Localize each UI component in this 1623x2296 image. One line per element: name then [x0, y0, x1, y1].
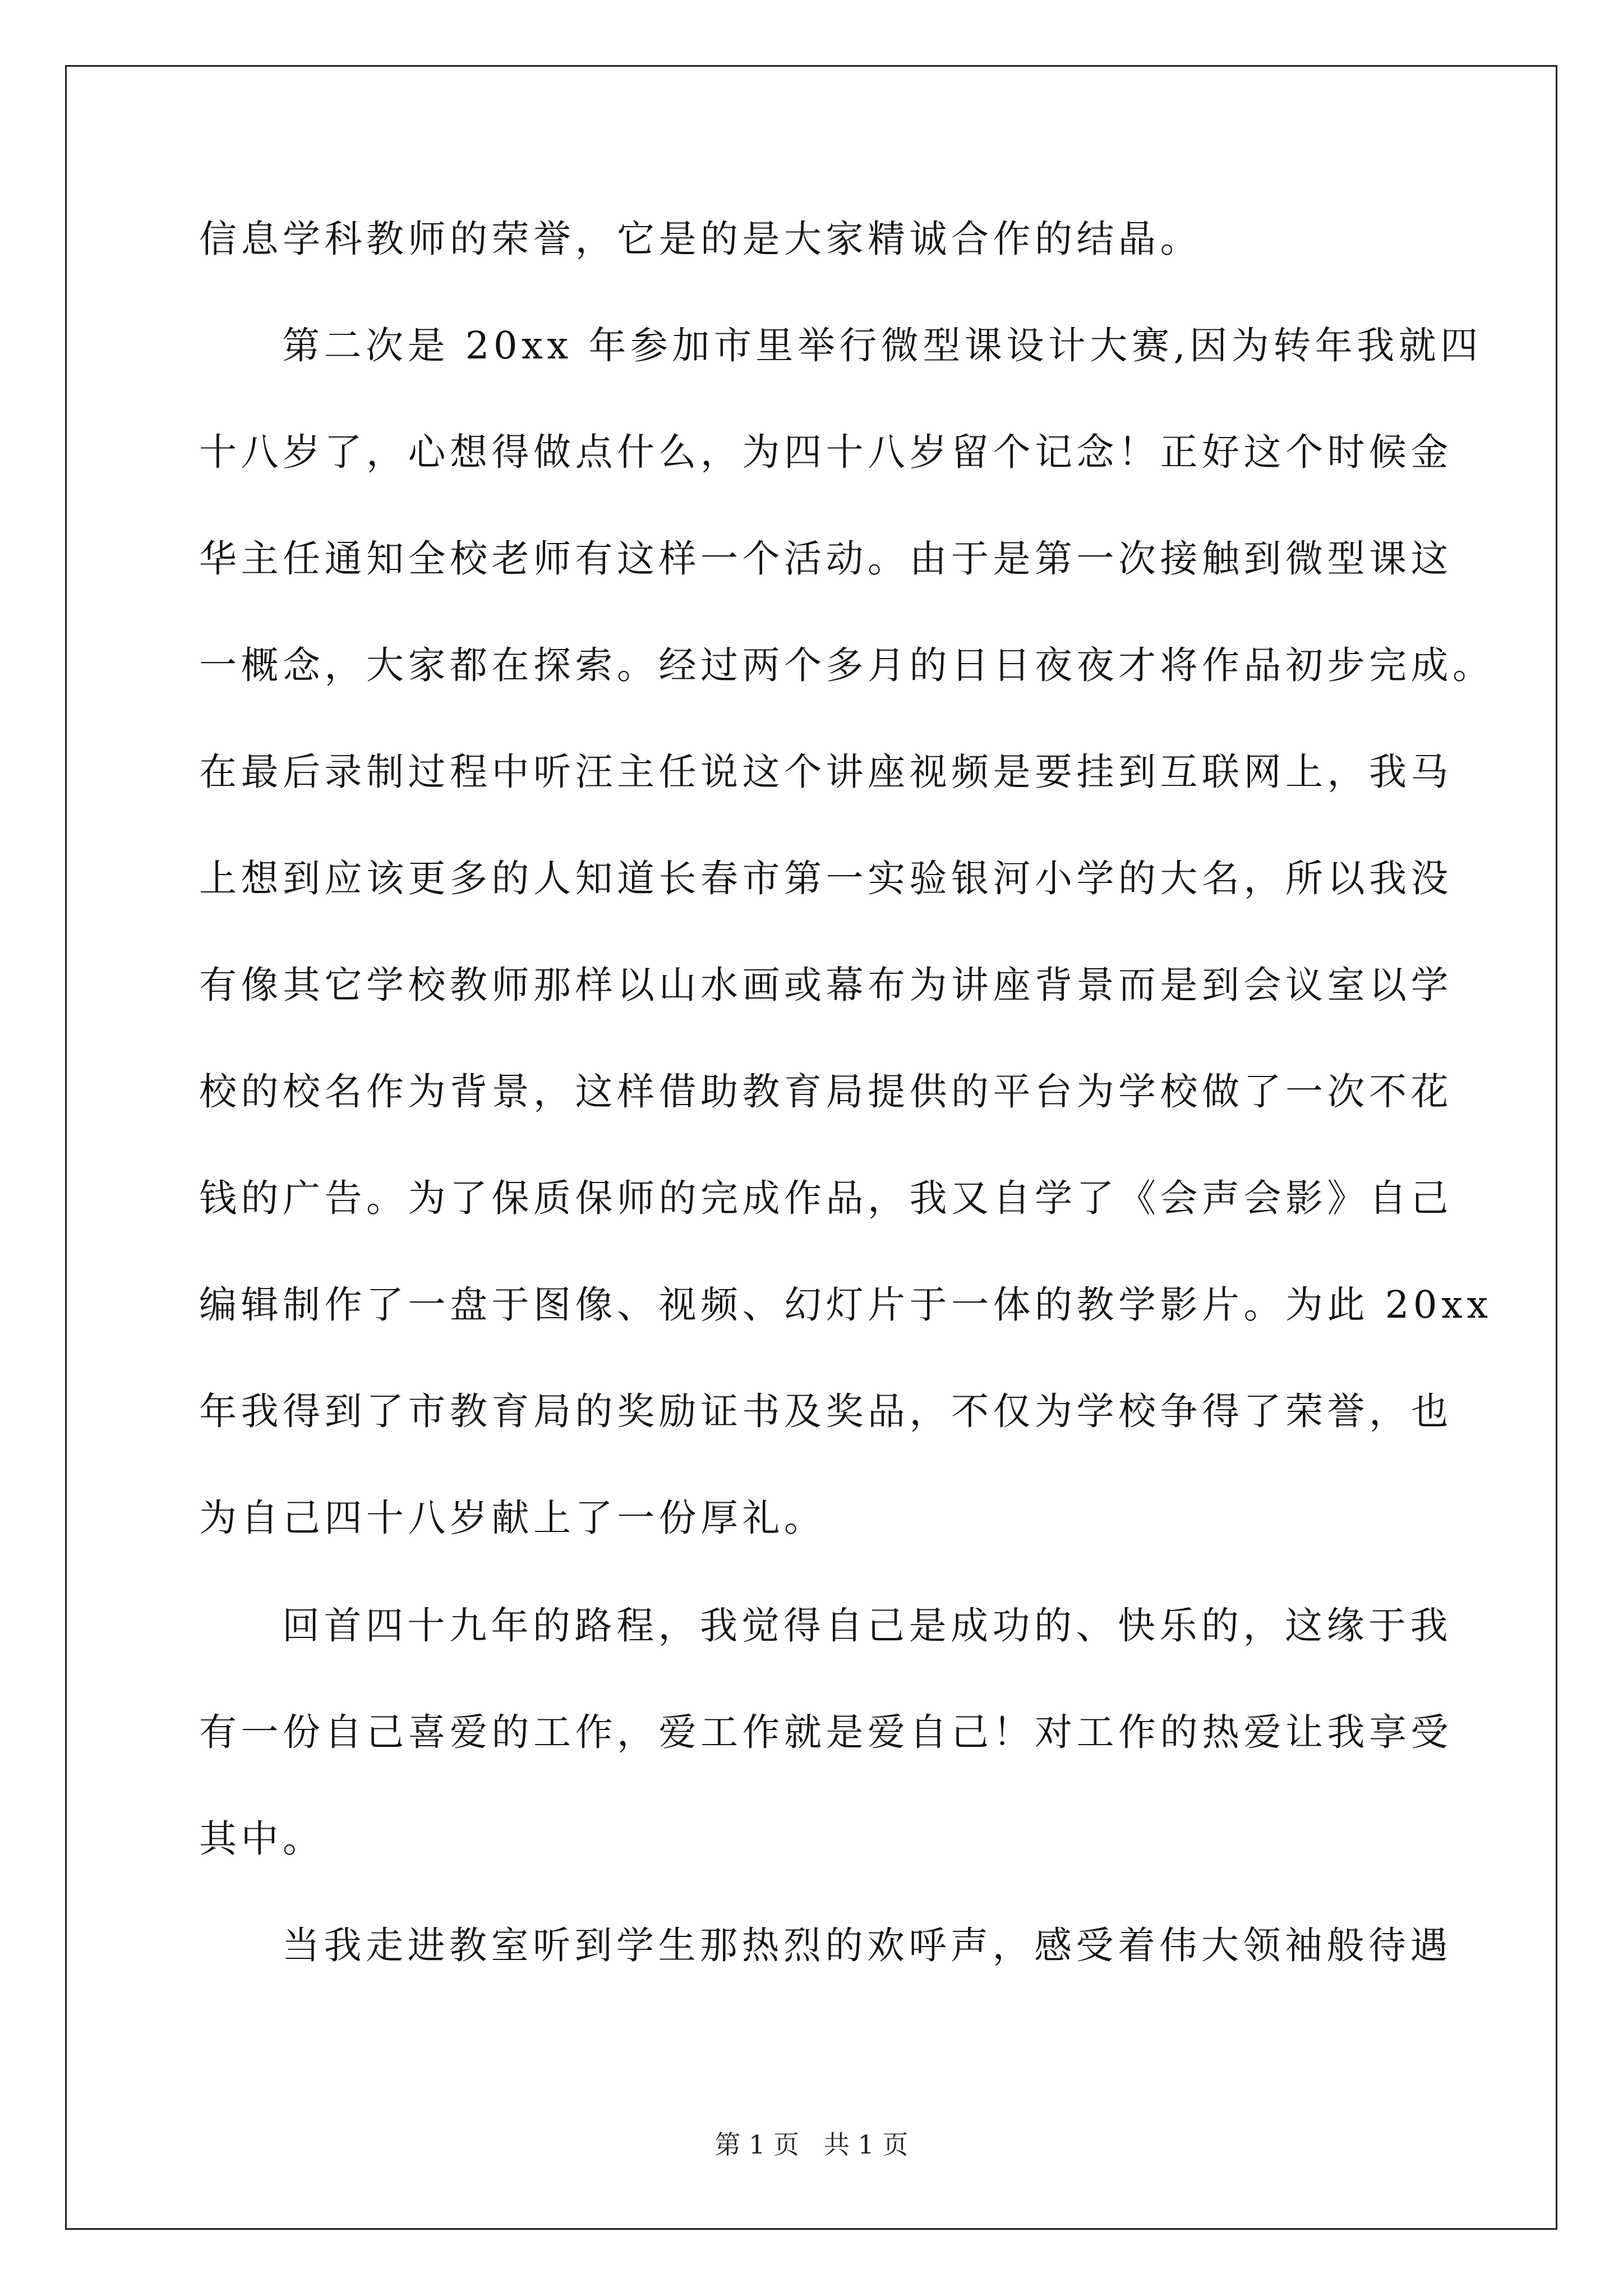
text-line: 一概念，大家都在探索。经过两个多月的日日夜夜才将作品初步完成。: [199, 643, 1495, 687]
text-line: 回首四十九年的路程，我觉得自己是成功的、快乐的，这缘于我: [282, 1604, 1452, 1648]
text-line: 第二次是 20xx 年参加市里举行微型课设计大赛,因为转年我就四: [282, 324, 1482, 367]
text-line: 在最后录制过程中听汪主任说这个讲座视频是要挂到互联网上，我马: [199, 750, 1453, 794]
text-line: 编辑制作了一盘于图像、视频、幻灯片于一体的教学影片。为此 20xx: [199, 1283, 1492, 1327]
text-line: 信息学科教师的荣誉，它是的是大家精诚合作的结晶。: [199, 217, 1202, 261]
text-line: 有像其它学校教师那样以山水画或幕布为讲座背景而是到会议室以学: [199, 963, 1453, 1007]
text-line: 十八岁了，心想得做点什么，为四十八岁留个记念！正好这个时候金: [199, 430, 1453, 474]
text-line: 年我得到了市教育局的奖励证书及奖品，不仅为学校争得了荣誉，也: [199, 1389, 1453, 1433]
text-line: 上想到应该更多的人知道长春市第一实验银河小学的大名，所以我没: [199, 857, 1453, 900]
text-line: 华主任通知全校老师有这样一个活动。由于是第一次接触到微型课这: [199, 537, 1453, 581]
text-line: 有一份自己喜爱的工作，爱工作就是爱自己！对工作的热爱让我享受: [199, 1710, 1453, 1754]
page-border: [65, 65, 1557, 2230]
page-footer: 第 1 页 共 1 页: [714, 2129, 909, 2160]
text-line: 为自己四十八岁献上了一份厚礼。: [199, 1496, 826, 1540]
text-line: 当我走进教室听到学生那热烈的欢呼声，感受着伟大领袖般待遇: [282, 1924, 1452, 1967]
text-line: 校的校名作为背景，这样借助教育局提供的平台为学校做了一次不花: [199, 1070, 1453, 1114]
text-line: 其中。: [199, 1817, 325, 1861]
text-line: 钱的广告。为了保质保师的完成作品，我又自学了《会声会影》自己: [199, 1176, 1453, 1220]
